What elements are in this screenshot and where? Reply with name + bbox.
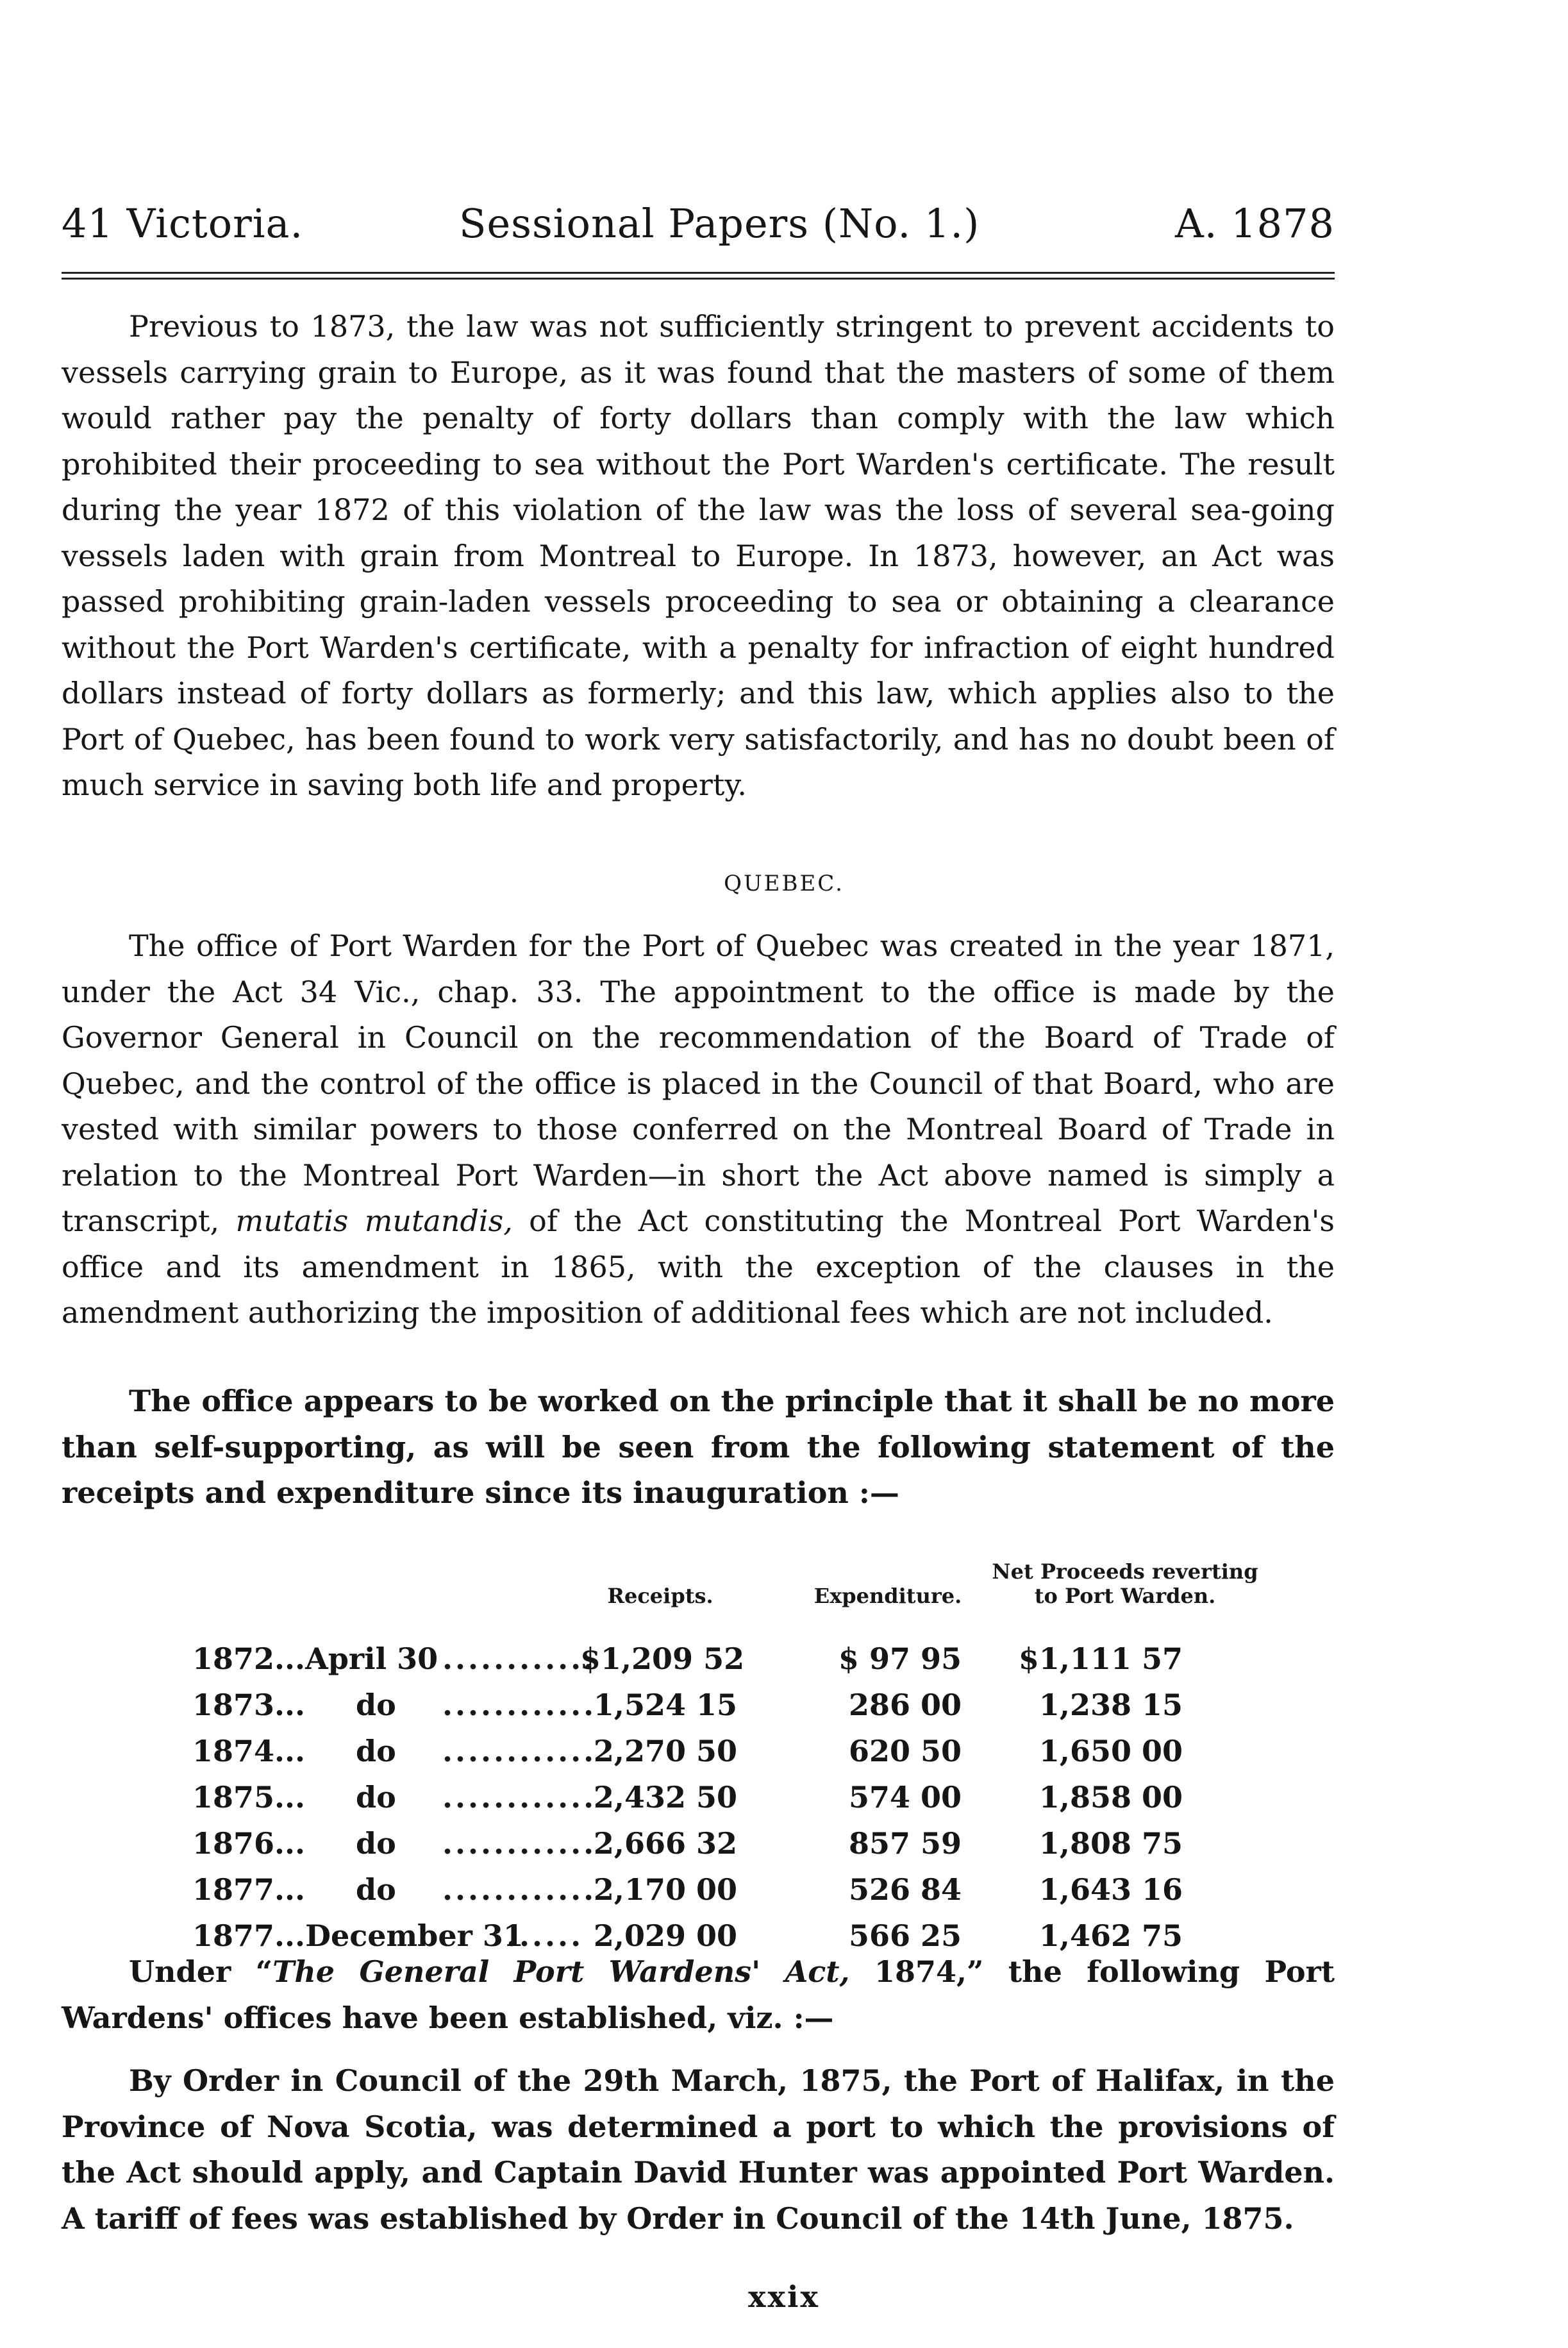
row-leader-dots: ............ [442,1872,597,1907]
row-expenditure: 620 50 [848,1734,962,1768]
row-net-proceeds: 1,462 75 [1038,1918,1183,1953]
row-date: 1872...April 30 [192,1641,438,1676]
paragraph-statement-intro: The office appears to be worked on the principle that it shall be no more than self-supporting, as will be seen from the following statement of the receipts and expenditure since its inauguration :— [62,1384,1335,1510]
row-receipts: 2,432 50 [593,1780,737,1815]
paragraph-quebec-office-part1: The office of Port Warden for the Port of Quebec was created in the year 1871, under the Act 34 Vic., chap. 33. The appointment to the office is made by the Governor General in Council on the recommendation of the Board of Trade of Quebec, and the control of the office is placed in the Council of that Board, who are vested with similar powers to those conferred on the Montreal Board of Trade in relation to the Montreal Port Warden—in short the Act above named is simply a transcript, [62,928,1335,1238]
paragraph-quebec-office [62,923,1335,1336]
row-receipts: 2,666 32 [593,1826,737,1861]
row-net-proceeds: 1,808 75 [1038,1826,1183,1861]
row-date: 1874... [192,1734,306,1768]
paragraph-general-act [62,1949,1335,2041]
row-net-proceeds: 1,650 00 [1038,1734,1183,1768]
row-leader-dots: ............ [442,1688,597,1722]
act-outro: 1874,” the following Port Wardens' offices have been established, viz. :— [62,1954,1335,2035]
table-row [192,1734,1327,1780]
row-expenditure: 566 25 [848,1918,962,1953]
header-receipts: Receipts. [607,1584,713,1608]
paragraph-intro: Previous to 1873, the law was not sufficiently stringent to prevent accidents to vessels carrying grain to Europe, as it was found that the masters of some of them would rather pay the penalty of forty dollars than comply with the law which prohibited their proceeding to sea without the Port Warden's certificate. The result during the year 1872 of this violation of the law was the loss of several sea-going vessels laden with grain from Montreal to Europe. In 1873, however, an Act was passed prohibiting grain-laden vessels proceeding to sea or obtaining a clearance without the Port Warden's certificate, with a penalty for infraction of eight hundred dollars instead of forty dollars as formerly; and this law, which applies also to the Port of Quebec, has been found to work very satisfactorily, and has no doubt been of much service in saving both life and property. [62,309,1335,802]
row-expenditure: 857 59 [848,1826,962,1861]
running-header [62,200,1335,258]
header-rule-top [62,272,1335,274]
latin-phrase: mutatis mutandis, [235,1203,513,1238]
row-date: 1877... [192,1872,306,1907]
header-volume: 41 Victoria. [62,200,304,247]
act-title: The General Port Wardens' Act, [272,1954,850,1989]
row-date: 1875... [192,1780,306,1815]
header-net-line2: to Port Warden. [1034,1584,1216,1608]
header-net-line1: Net Proceeds reverting [992,1559,1258,1584]
row-month: do [356,1688,396,1722]
row-month: do [356,1734,396,1768]
row-net-proceeds: 1,238 15 [1038,1688,1183,1722]
table-row [192,1826,1327,1872]
row-leader-dots: ............ [442,1826,597,1861]
table-row [192,1872,1327,1918]
header-title: Sessional Papers (No. 1.) [459,200,980,247]
row-date: 1877...December 31 [192,1918,524,1953]
row-net-proceeds: 1,858 00 [1038,1780,1183,1815]
row-receipts: $1,209 52 [580,1641,745,1676]
row-expenditure: 286 00 [848,1688,962,1722]
row-date: 1876... [192,1826,306,1861]
row-expenditure: 574 00 [848,1780,962,1815]
paragraph-quebec-office-part2: of the Act constituting the Montreal Port Warden's office and its amendment in 1865, with the exception of the clauses in the amendment authorizing the imposition of additional fees which are not included. [62,1203,1335,1330]
row-date: 1873... [192,1688,306,1722]
row-leader-dots: ............ [442,1641,597,1676]
row-receipts: 2,029 00 [593,1918,737,1953]
section-title: QUEBEC. [724,871,844,896]
paragraph-halifax: By Order in Council of the 29th March, 1875, the Port of Halifax, in the Province of Nova Scotia, was determined a port to which the provisions of the Act should apply, and Captain David Hunter was appointed Port Warden. A tariff of fees was established by Order in Council of the 14th June, 1875. [62,2063,1335,2236]
header-year: A. 1878 [1175,200,1335,247]
table-row [192,1688,1327,1734]
row-receipts: 2,170 00 [593,1872,737,1907]
row-expenditure: $ 97 95 [838,1641,962,1676]
row-month: do [356,1826,396,1861]
page-number: xxix [748,2279,820,2314]
row-month: do [356,1780,396,1815]
act-intro: Under “ [129,1954,273,1989]
table-row [192,1641,1327,1688]
row-leader-dots: ............ [442,1734,597,1768]
row-leader-dots: ...... [506,1918,584,1953]
row-receipts: 2,270 50 [593,1734,737,1768]
row-net-proceeds: 1,643 16 [1038,1872,1183,1907]
row-receipts: 1,524 15 [593,1688,737,1722]
row-leader-dots: ............ [442,1780,597,1815]
table-row [192,1780,1327,1826]
row-net-proceeds: $1,111 57 [1018,1641,1183,1676]
row-month: do [356,1872,396,1907]
header-net-proceeds [978,1559,1272,1608]
header-rule-bottom [62,278,1335,280]
header-expenditure: Expenditure. [813,1584,962,1608]
row-expenditure: 526 84 [848,1872,962,1907]
